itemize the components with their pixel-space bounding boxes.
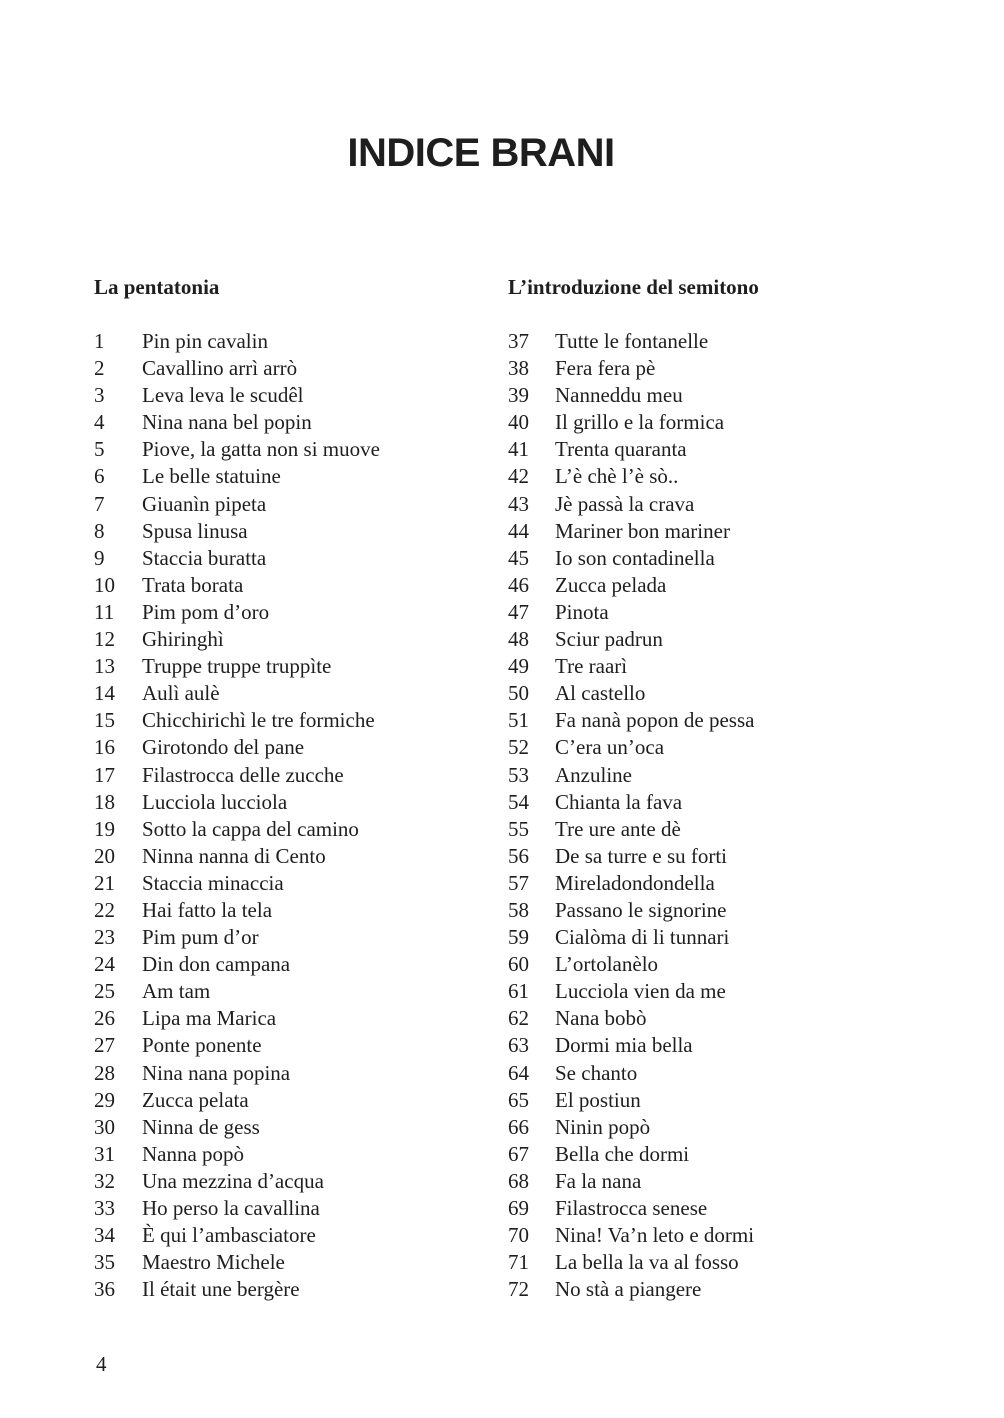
list-item: [94, 355, 454, 382]
entry-title: È qui l’ambasciatore: [142, 1223, 316, 1248]
entry-title: Pinota: [555, 599, 609, 624]
entry-number: 24: [94, 952, 115, 977]
entry-number: 38: [508, 356, 529, 381]
entry-title: Il grillo e la formica: [555, 410, 725, 435]
entry-number: 57: [508, 870, 529, 895]
entry-number: 67: [508, 1141, 529, 1166]
entry-list: [508, 328, 928, 1303]
entry-title: Bella che dormi: [555, 1141, 690, 1166]
list-item: [508, 816, 928, 843]
list-item: [94, 1249, 454, 1276]
entry-title: Lucciola vien da me: [555, 979, 726, 1004]
list-item: [508, 951, 928, 978]
entry-title: Ninna de gess: [142, 1114, 260, 1139]
entry-title: Lipa ma Marica: [142, 1006, 277, 1031]
entry-title: Spusa linusa: [142, 518, 248, 543]
list-item: [508, 1195, 928, 1222]
entry-number: 49: [508, 654, 529, 679]
page-title: INDICE BRANI: [347, 131, 615, 175]
entry-title: Truppe truppe truppìte: [142, 654, 332, 679]
list-item: [94, 1114, 454, 1141]
entry-number: 6: [94, 464, 105, 489]
entry-number: 1: [94, 329, 105, 353]
entry-number: 52: [508, 735, 529, 760]
entry-number: 20: [94, 843, 115, 868]
entry-number: 59: [508, 925, 529, 950]
entry-title: Fa la nana: [555, 1168, 642, 1193]
list-item: [94, 870, 454, 897]
entry-number: 37: [508, 329, 529, 353]
list-item: [94, 436, 454, 463]
entry-number: 22: [94, 897, 115, 922]
entry-title: Zucca pelata: [142, 1087, 249, 1112]
entry-title: Mireladondondella: [555, 870, 715, 895]
entry-number: 48: [508, 627, 529, 652]
entry-number: 13: [94, 654, 115, 679]
entry-title: Cialòma di li tunnari: [555, 925, 730, 950]
entry-number: 43: [508, 491, 529, 516]
entry-title: Tre raarì: [555, 654, 628, 679]
entry-title: Pin pin cavalin: [142, 329, 268, 353]
entry-title: Pim pom d’oro: [142, 599, 270, 624]
entry-number: 23: [94, 925, 115, 950]
entry-number: 56: [508, 843, 529, 868]
entry-number: 27: [94, 1033, 115, 1058]
entry-title: Nanna popò: [142, 1141, 245, 1166]
entry-number: 26: [94, 1006, 115, 1031]
list-item: [508, 870, 928, 897]
list-item: [508, 1114, 928, 1141]
entry-title: Anzuline: [555, 762, 632, 787]
entry-number: 11: [94, 599, 115, 624]
list-item: [508, 1005, 928, 1032]
entry-title: L’ortolanèlo: [555, 952, 659, 977]
entry-number: 34: [94, 1223, 115, 1248]
entry-title: Lucciola lucciola: [142, 789, 288, 814]
list-item: [94, 1168, 454, 1195]
entry-title: Piove, la gatta non si muove: [142, 437, 380, 462]
entry-number: 5: [94, 437, 105, 462]
entry-title: Fa nanà popon de pessa: [555, 708, 755, 733]
entry-title: Aulì aulè: [142, 681, 220, 706]
entry-title: Trenta quaranta: [555, 437, 687, 462]
list-item: [508, 734, 928, 761]
entry-title: De sa turre e su forti: [555, 843, 728, 868]
list-item: [94, 463, 454, 490]
entry-number: 7: [94, 491, 105, 516]
entry-number: 3: [94, 383, 105, 408]
entry-number: 2: [94, 356, 105, 381]
entry-number: 66: [508, 1114, 529, 1139]
list-item: [94, 1087, 454, 1114]
entry-title: Chianta la fava: [555, 789, 683, 814]
entry-number: 28: [94, 1060, 115, 1085]
entry-number: 19: [94, 816, 115, 841]
entry-title: Il était une bergère: [142, 1277, 300, 1302]
list-item: [94, 1222, 454, 1249]
entry-title: Ho perso la cavallina: [142, 1196, 320, 1220]
list-item: [94, 762, 454, 789]
entry-title: Ponte ponente: [142, 1033, 262, 1058]
entry-number: 51: [508, 708, 529, 733]
entry-number: 21: [94, 870, 115, 895]
entry-number: 45: [508, 545, 529, 570]
entry-number: 17: [94, 762, 115, 787]
list-item: [508, 653, 928, 680]
entry-number: 50: [508, 681, 529, 706]
entry-title: Sciur padrun: [555, 627, 663, 652]
entry-title: Jè passà la crava: [555, 491, 695, 516]
list-item: [508, 762, 928, 789]
entry-title: Se chanto: [555, 1060, 638, 1085]
entry-number: 62: [508, 1006, 529, 1031]
entry-title: Trata borata: [142, 572, 244, 597]
entry-number: 8: [94, 518, 105, 543]
entry-title: Hai fatto la tela: [142, 897, 273, 922]
list-item: [508, 545, 928, 572]
entry-title: Nina nana popina: [142, 1060, 291, 1085]
list-item: [508, 707, 928, 734]
section-semitono: [508, 272, 928, 1303]
entry-number: 30: [94, 1114, 115, 1139]
list-item: [94, 897, 454, 924]
entry-title: Io son contadinella: [555, 545, 715, 570]
list-item: [94, 680, 454, 707]
list-item: [94, 599, 454, 626]
entry-number: 69: [508, 1196, 529, 1220]
list-item: [94, 1141, 454, 1168]
list-item: [508, 1141, 928, 1168]
list-item: [508, 1276, 928, 1303]
entry-number: 55: [508, 816, 529, 841]
entry-number: 41: [508, 437, 529, 462]
entry-title: Nina! Va’n leto e dormi: [555, 1223, 755, 1248]
list-item: [94, 816, 454, 843]
entry-title: Al castello: [555, 681, 646, 706]
list-item: [508, 897, 928, 924]
entry-title: Mariner bon mariner: [555, 518, 730, 543]
list-item: [94, 409, 454, 436]
entry-title: Ghiringhì: [142, 627, 224, 652]
entry-number: 46: [508, 572, 529, 597]
entry-title: Girotondo del pane: [142, 735, 305, 760]
entry-number: 64: [508, 1060, 529, 1085]
entry-title: Tutte le fontanelle: [555, 329, 709, 353]
entry-number: 29: [94, 1087, 115, 1112]
entry-number: 65: [508, 1087, 529, 1112]
entry-number: 4: [94, 410, 105, 435]
entry-number: 61: [508, 979, 529, 1004]
entry-number: 40: [508, 410, 529, 435]
list-item: [94, 491, 454, 518]
entry-number: 70: [508, 1223, 529, 1248]
list-item: [94, 951, 454, 978]
entry-number: 32: [94, 1168, 115, 1193]
list-item: [508, 1060, 928, 1087]
list-item: [508, 924, 928, 951]
entry-number: 53: [508, 762, 529, 787]
entry-number: 54: [508, 789, 529, 814]
list-item: [508, 572, 928, 599]
entry-title: L’è chè l’è sò..: [555, 464, 679, 489]
entry-number: 25: [94, 979, 115, 1004]
list-item: [508, 626, 928, 653]
entry-number: 16: [94, 735, 115, 760]
list-item: [508, 355, 928, 382]
entry-number: 36: [94, 1277, 115, 1302]
list-item: [94, 707, 454, 734]
entry-title: Tre ure ante dè: [555, 816, 681, 841]
entry-number: 44: [508, 518, 529, 543]
list-item: [94, 653, 454, 680]
entry-title: Din don campana: [142, 952, 291, 977]
list-item: [508, 843, 928, 870]
list-item: [94, 1195, 454, 1222]
entry-number: 33: [94, 1196, 115, 1220]
entry-title: Staccia buratta: [142, 545, 267, 570]
entry-title: Cavallino arrì arrò: [142, 356, 298, 381]
list-item: [508, 1168, 928, 1195]
list-item: [94, 545, 454, 572]
entry-title: Una mezzina d’acqua: [142, 1168, 324, 1193]
entry-title: Zucca pelada: [555, 572, 667, 597]
entry-title: Filastrocca delle zucche: [142, 762, 344, 787]
list-item: [94, 572, 454, 599]
entry-title: El postiun: [555, 1087, 641, 1112]
list-item: [94, 978, 454, 1005]
list-item: [94, 734, 454, 761]
entry-number: 63: [508, 1033, 529, 1058]
entry-number: 12: [94, 627, 115, 652]
entry-number: 9: [94, 545, 105, 570]
entry-title: Pim pum d’or: [142, 925, 259, 950]
entry-number: 14: [94, 681, 115, 706]
list-item: [94, 1276, 454, 1303]
list-item: [508, 1249, 928, 1276]
list-item: [508, 382, 928, 409]
entry-number: 71: [508, 1250, 529, 1275]
entry-number: 35: [94, 1250, 115, 1275]
entry-number: 58: [508, 897, 529, 922]
entry-number: 18: [94, 789, 115, 814]
list-item: [508, 328, 928, 355]
entry-title: Sotto la cappa del camino: [142, 816, 359, 841]
entry-title: Chicchirichì le tre formiche: [142, 708, 375, 733]
list-item: [94, 1060, 454, 1087]
list-item: [508, 978, 928, 1005]
entry-number: 47: [508, 599, 529, 624]
entry-number: 42: [508, 464, 529, 489]
list-item: [94, 328, 454, 355]
entry-title: Maestro Michele: [142, 1250, 285, 1275]
entry-title: Am tam: [142, 979, 211, 1004]
entry-title: Ninna nanna di Cento: [142, 843, 326, 868]
list-item: [508, 599, 928, 626]
entry-number: 60: [508, 952, 529, 977]
entry-title: Ninin popò: [555, 1114, 651, 1139]
page-number: 4: [96, 1352, 107, 1376]
entry-title: No stà a piangere: [555, 1277, 702, 1302]
list-item: [508, 436, 928, 463]
list-item: [508, 1087, 928, 1114]
entry-title: Fera fera pè: [555, 356, 656, 381]
list-item: [94, 1005, 454, 1032]
entry-title: Filastrocca senese: [555, 1196, 708, 1220]
entry-title: Leva leva le scudêl: [142, 383, 304, 408]
list-item: [94, 626, 454, 653]
list-item: [508, 409, 928, 436]
list-item: [508, 680, 928, 707]
entry-title: Le belle statuine: [142, 464, 281, 489]
entry-title: Nina nana bel popin: [142, 410, 312, 435]
entry-title: Nanneddu meu: [555, 383, 683, 408]
entry-title: Nana bobò: [555, 1006, 647, 1031]
entry-number: 10: [94, 572, 115, 597]
list-item: [508, 518, 928, 545]
section-heading: L’introduzione del semitono: [508, 275, 759, 299]
list-item: [94, 1032, 454, 1059]
entry-title: C’era un’oca: [555, 735, 665, 760]
list-item: [94, 382, 454, 409]
entry-number: 15: [94, 708, 115, 733]
entry-number: 39: [508, 383, 529, 408]
list-item: [94, 843, 454, 870]
entry-list: [94, 328, 454, 1303]
entry-title: Dormi mia bella: [555, 1033, 693, 1058]
section-pentatonia: [94, 272, 454, 1303]
list-item: [508, 1032, 928, 1059]
entry-number: 68: [508, 1168, 529, 1193]
entry-title: Staccia minaccia: [142, 870, 284, 895]
list-item: [508, 789, 928, 816]
list-item: [94, 518, 454, 545]
entry-title: Passano le signorine: [555, 897, 727, 922]
list-item: [508, 463, 928, 490]
entry-title: La bella la va al fosso: [555, 1250, 739, 1275]
entry-number: 31: [94, 1141, 115, 1166]
list-item: [94, 924, 454, 951]
section-heading: La pentatonia: [94, 275, 220, 299]
list-item: [508, 1222, 928, 1249]
entry-title: Giuanìn pipeta: [142, 491, 267, 516]
entry-number: 72: [508, 1277, 529, 1302]
list-item: [508, 491, 928, 518]
list-item: [94, 789, 454, 816]
